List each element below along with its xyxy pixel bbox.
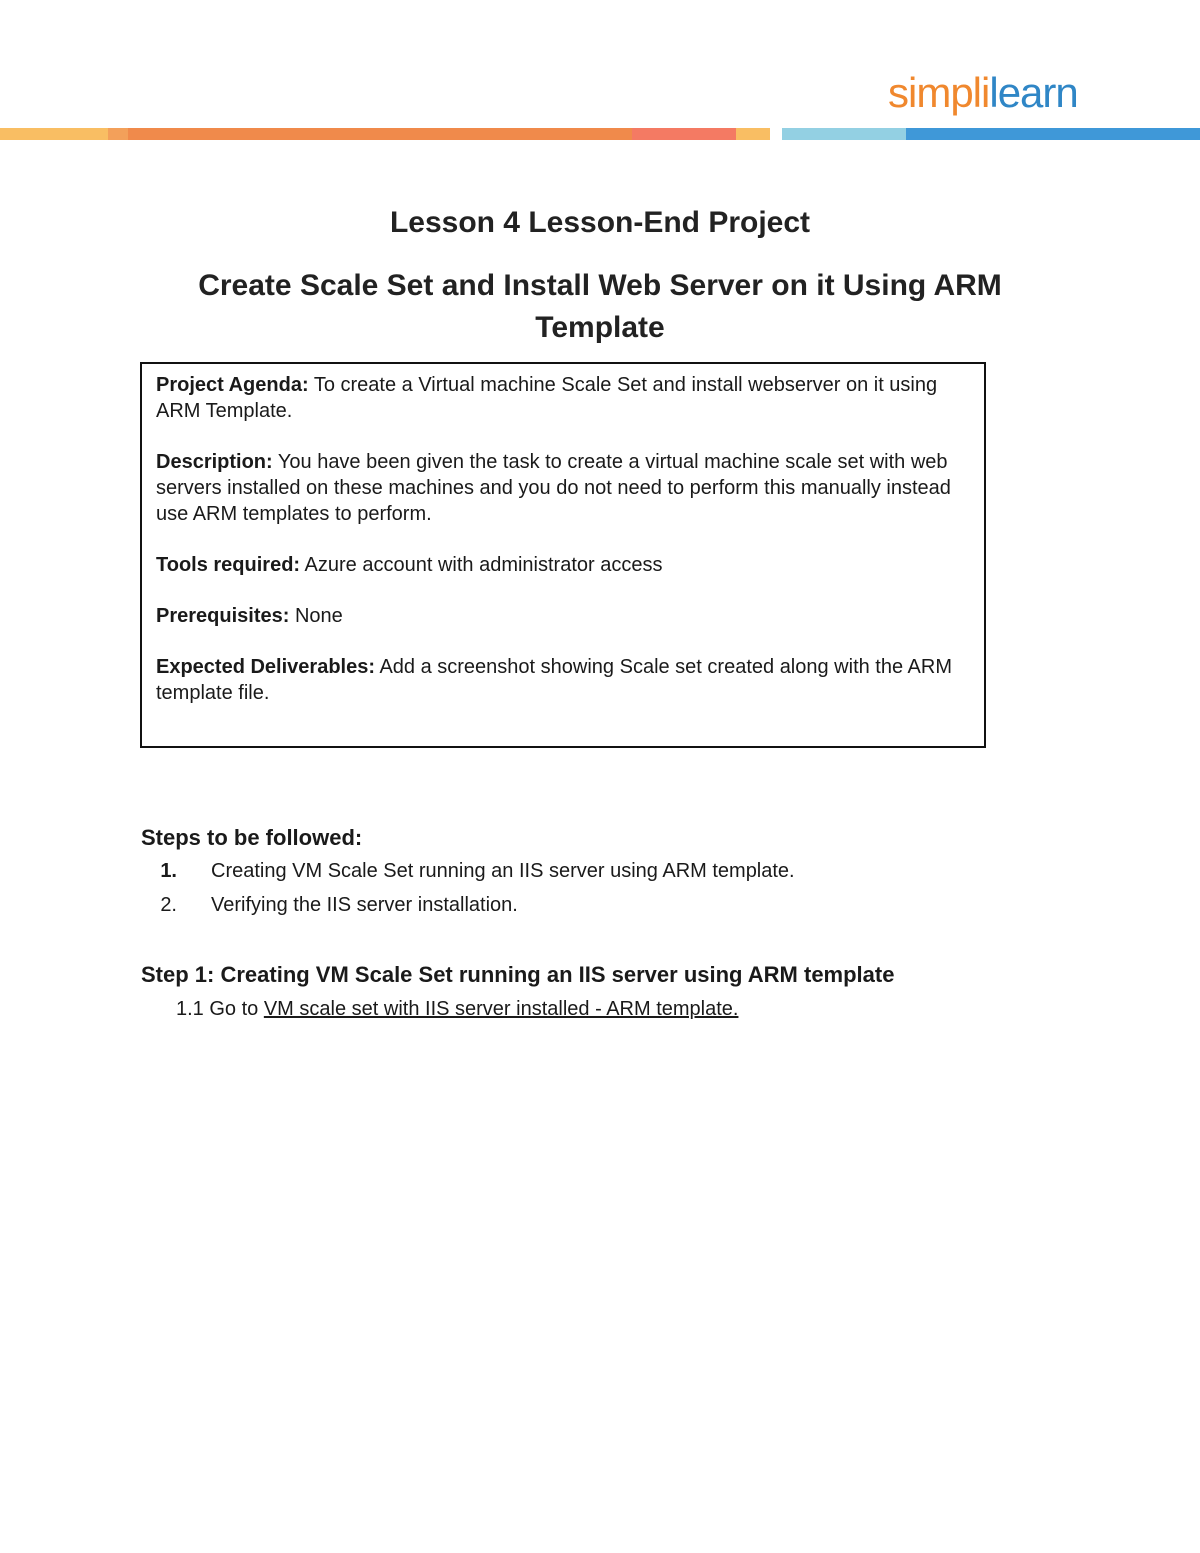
steps-list — [141, 858, 795, 926]
description-text: You have been given the task to create a virtual machine scale set with web servers installed on these machines and you do not need to perform this manually instead use ARM templates to perform. — [156, 451, 951, 525]
prerequisites — [156, 603, 970, 629]
prereq-label: Prerequisites: — [156, 605, 290, 627]
step-text: Creating VM Scale Set running an IIS server using ARM template. — [211, 860, 795, 882]
step-text: Verifying the IIS server installation. — [211, 894, 518, 916]
header-bar-segment-5 — [736, 128, 770, 140]
prereq-text: None — [289, 605, 343, 627]
step1-heading: Step 1: Creating VM Scale Set running an IIS server using ARM template — [141, 962, 895, 987]
tools-required — [156, 552, 970, 578]
logo-part1: simpl — [888, 69, 982, 116]
logo-separator: i — [981, 69, 990, 116]
logo-part2: learn — [989, 69, 1078, 116]
step1-1 — [176, 998, 738, 1021]
step1-1-number: 1.1 — [176, 998, 204, 1020]
deliverables-text: Add a screenshot showing Scale set created along with the ARM template file. — [156, 656, 953, 704]
project-description — [156, 449, 970, 527]
deliverables-label: Expected Deliverables: — [156, 656, 375, 678]
header-bar-segment-1 — [0, 128, 108, 140]
list-item — [141, 892, 795, 918]
step-number: 2. — [160, 894, 177, 916]
arm-template-link[interactable]: VM scale set with IIS server installed - ARM template. — [263, 998, 739, 1020]
expected-deliverables — [156, 654, 970, 706]
header-bar-segment-2 — [108, 128, 128, 140]
steps-heading: Steps to be followed: — [141, 825, 363, 850]
page-title: Lesson 4 Lesson-End Project — [389, 206, 811, 239]
header-bar-segment-4 — [632, 128, 736, 140]
agenda-label: Project Agenda: — [156, 374, 309, 396]
step1-1-prefix: Go to — [203, 998, 264, 1020]
page-subtitle: Create Scale Set and Install Web Server on it Using ARM Template — [198, 269, 1002, 344]
tools-label: Tools required: — [156, 554, 301, 576]
tools-text: Azure account with administrator access — [300, 554, 663, 576]
step-number: 1. — [160, 860, 177, 882]
agenda-text: To create a Virtual machine Scale Set and install webserver on it using ARM Template. — [156, 374, 938, 422]
header-bar-segment-7 — [906, 128, 1200, 140]
simplilearn-logo — [888, 69, 1078, 116]
project-agenda — [156, 372, 970, 424]
project-info-box — [140, 362, 986, 748]
description-label: Description: — [156, 451, 273, 473]
header-bar-segment-6 — [782, 128, 906, 140]
list-item — [141, 858, 795, 884]
header-bar-segment-3 — [128, 128, 632, 140]
